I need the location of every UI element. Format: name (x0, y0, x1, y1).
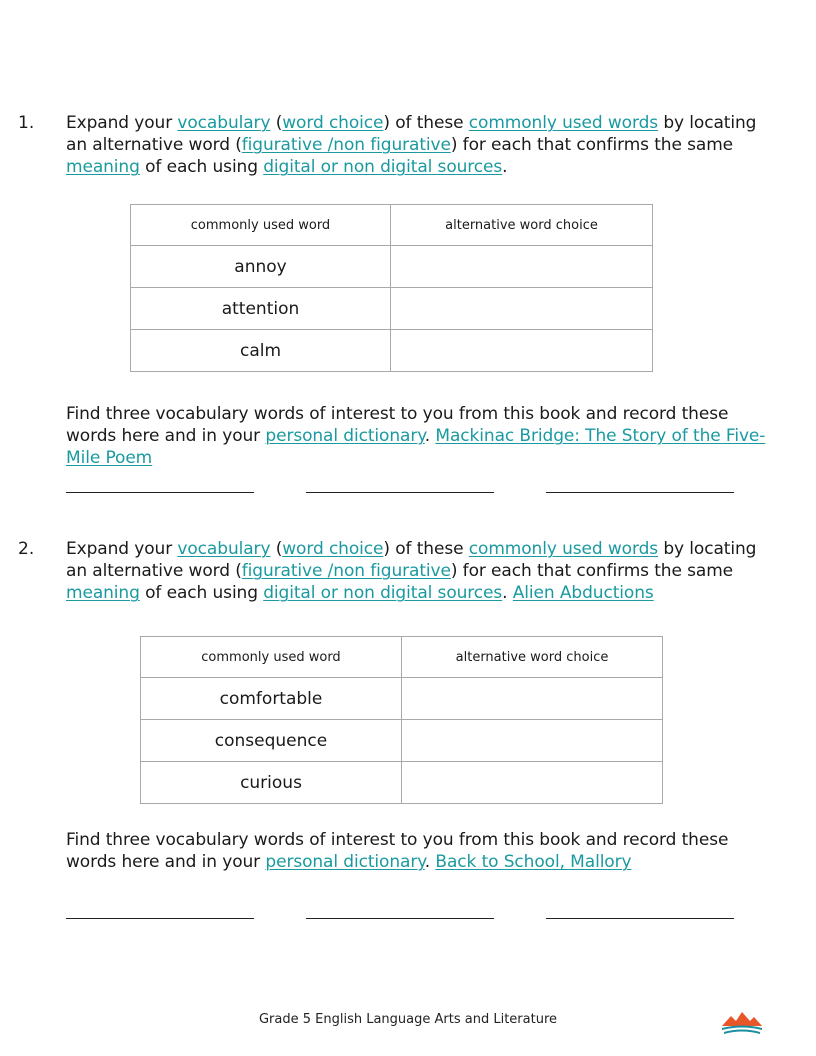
question-1-instructions: Expand your vocabulary (word choice) of these commonly used words by locating an alternative word (figurative /non figurative) for each that confirms the same meaning of each using digital or non digital sources. (66, 113, 757, 177)
table-header-word: commonly used word (141, 637, 402, 678)
vocabulary-link[interactable]: vocabulary (177, 539, 271, 559)
common-word: calm (131, 330, 391, 372)
figurative-link[interactable]: figurative /non figurative (241, 135, 451, 155)
vocab-table-2 (140, 636, 663, 804)
answer-blank[interactable] (66, 474, 254, 493)
alternative-word-cell[interactable] (391, 288, 653, 330)
table-header-alternative: alternative word choice (402, 637, 663, 678)
commonly-used-words-link[interactable]: commonly used words (468, 539, 659, 559)
alternative-word-cell[interactable] (402, 720, 663, 762)
answer-blank[interactable] (306, 474, 494, 493)
table-header-word: commonly used word (131, 205, 391, 246)
personal-dictionary-link[interactable]: personal dictionary (265, 426, 425, 446)
common-word: curious (141, 762, 402, 804)
alternative-word-cell[interactable] (391, 330, 653, 372)
common-word: annoy (131, 246, 391, 288)
book-link[interactable]: Back to School, Mallory (435, 852, 632, 872)
common-word: attention (131, 288, 391, 330)
table-row (141, 678, 663, 720)
sources-link[interactable]: digital or non digital sources (263, 583, 503, 603)
table-row (141, 762, 663, 804)
alternative-word-cell[interactable] (402, 678, 663, 720)
story-link[interactable]: Alien Abductions (512, 583, 654, 603)
vocabulary-link[interactable]: vocabulary (177, 113, 271, 133)
answer-blank[interactable] (306, 900, 494, 919)
common-word: consequence (141, 720, 402, 762)
book-link[interactable]: Mackinac Bridge: The Story of the Five-Mile Poem (66, 426, 766, 468)
answer-blanks (66, 474, 778, 498)
meaning-link[interactable]: meaning (66, 157, 140, 177)
answer-blank[interactable] (546, 474, 734, 493)
table-row (131, 246, 653, 288)
footer-text: Grade 5 English Language Arts and Literature (258, 1012, 558, 1027)
word-choice-link[interactable]: word choice (282, 539, 384, 559)
find-words-instructions: Find three vocabulary words of interest to you from this book and record these words here and in your personal dictionary. Back to School, Mallory (66, 830, 729, 872)
alternative-word-cell[interactable] (402, 762, 663, 804)
find-words-instructions: Find three vocabulary words of interest to you from this book and record these words here and in your personal dictionary. Mackinac Bridge: The Story of the Five-Mile Poem (66, 404, 766, 468)
table-header-alternative: alternative word choice (391, 205, 653, 246)
question-2 (18, 538, 778, 938)
question-number: 1. (18, 113, 35, 133)
common-word: comfortable (141, 678, 402, 720)
question-2-instructions: Expand your vocabulary (word choice) of these commonly used words by locating an alternative word (figurative /non figurative) for each that confirms the same meaning of each using digital or non digital sources. Alien Abductions (66, 539, 757, 603)
word-choice-link[interactable]: word choice (282, 113, 384, 133)
sources-link[interactable]: digital or non digital sources (263, 157, 503, 177)
meaning-link[interactable]: meaning (66, 583, 140, 603)
table-row (131, 330, 653, 372)
answer-blank[interactable] (66, 900, 254, 919)
mountain-logo-icon (720, 1008, 764, 1038)
question-1 (18, 112, 778, 512)
table-row (141, 720, 663, 762)
vocab-table-1 (130, 204, 653, 372)
answer-blank[interactable] (546, 900, 734, 919)
figurative-link[interactable]: figurative /non figurative (241, 561, 451, 581)
commonly-used-words-link[interactable]: commonly used words (468, 113, 659, 133)
alternative-word-cell[interactable] (391, 246, 653, 288)
answer-blanks (66, 900, 778, 924)
personal-dictionary-link[interactable]: personal dictionary (265, 852, 425, 872)
table-row (131, 288, 653, 330)
question-number: 2. (18, 539, 35, 559)
